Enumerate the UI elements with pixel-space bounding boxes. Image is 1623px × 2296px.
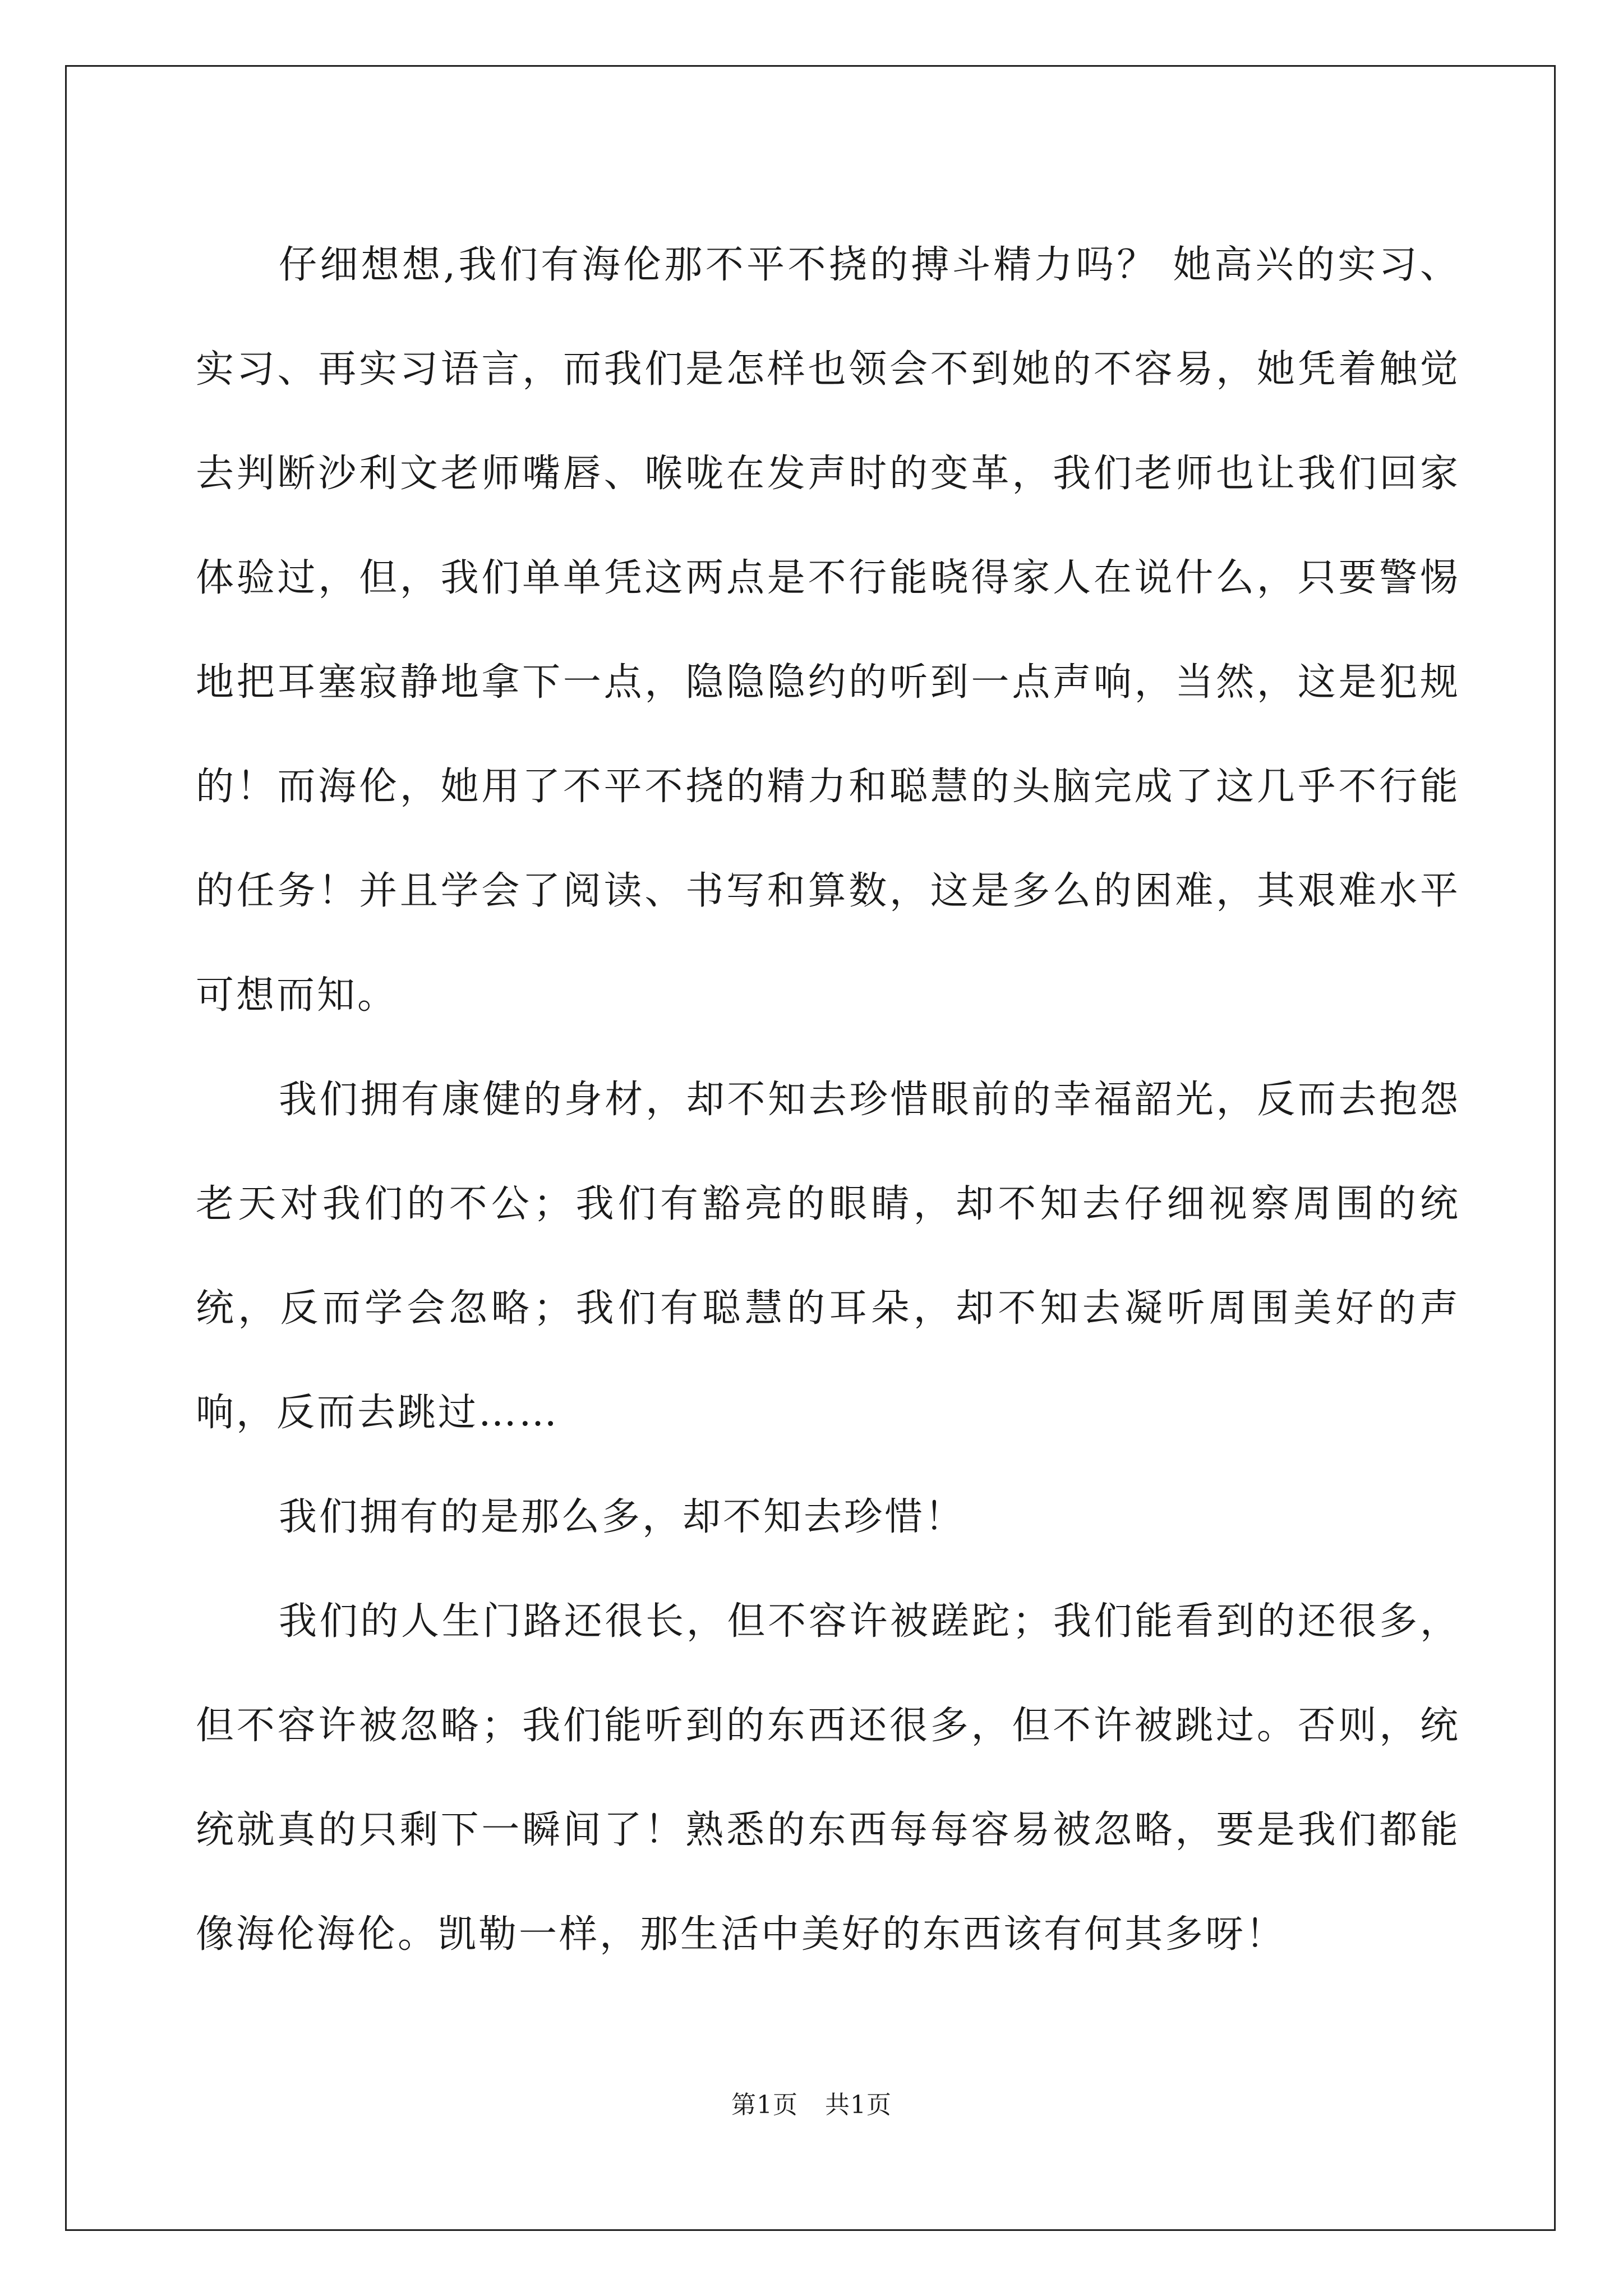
paragraph-1: 仔细想想,我们有海伦那不平不挠的搏斗精力吗？ 她高兴的实习、实习、再实习语言，而我们是怎样也领会不到她的不容易，她凭着触觉去判断沙利文老师嘴唇、喉咙在发声时的变革，我们老师也让我们回家体验过，但，我们单单凭这两点是不行能晓得家人在说什么，只要警惕地把耳塞寂静地拿下一点，隐隐隐约的听到一点声响，当然，这是犯规的！而海伦，她用了不平不挠的精力和聪慧的头脑完成了这几乎不行能的任务！并且学会了阅读、书写和算数，这是多么的困难，其艰难水平可想而知。 [196,243,1460,1018]
paragraph-2: 我们拥有康健的身材，却不知去珍惜眼前的幸福韶光，反而去抱怨老天对我们的不公；我们有豁亮的眼睛，却不知去仔细视察周围的统统，反而学会忽略；我们有聪慧的耳朵，却不知去凝听周围美好的声响，反而去跳过…… [196,1078,1460,1435]
page-footer [0,2085,1623,2120]
paragraph-4: 我们的人生门路还很长，但不容许被蹉跎；我们能看到的还很多，但不容许被忽略；我们能听到的东西还很多，但不许被跳过。否则，统统就真的只剩下一瞬间了！熟悉的东西每每容易被忽略，要是我们都能像海伦海伦。凯勒一样，那生活中美好的东西该有何其多呀！ [196,1599,1460,1957]
document-body [196,213,1460,1987]
paragraph-3: 我们拥有的是那么多，却不知去珍惜！ [279,1495,966,1539]
page-number-current: 第1页 [731,2091,798,2119]
page-number-total: 共1页 [825,2091,892,2119]
